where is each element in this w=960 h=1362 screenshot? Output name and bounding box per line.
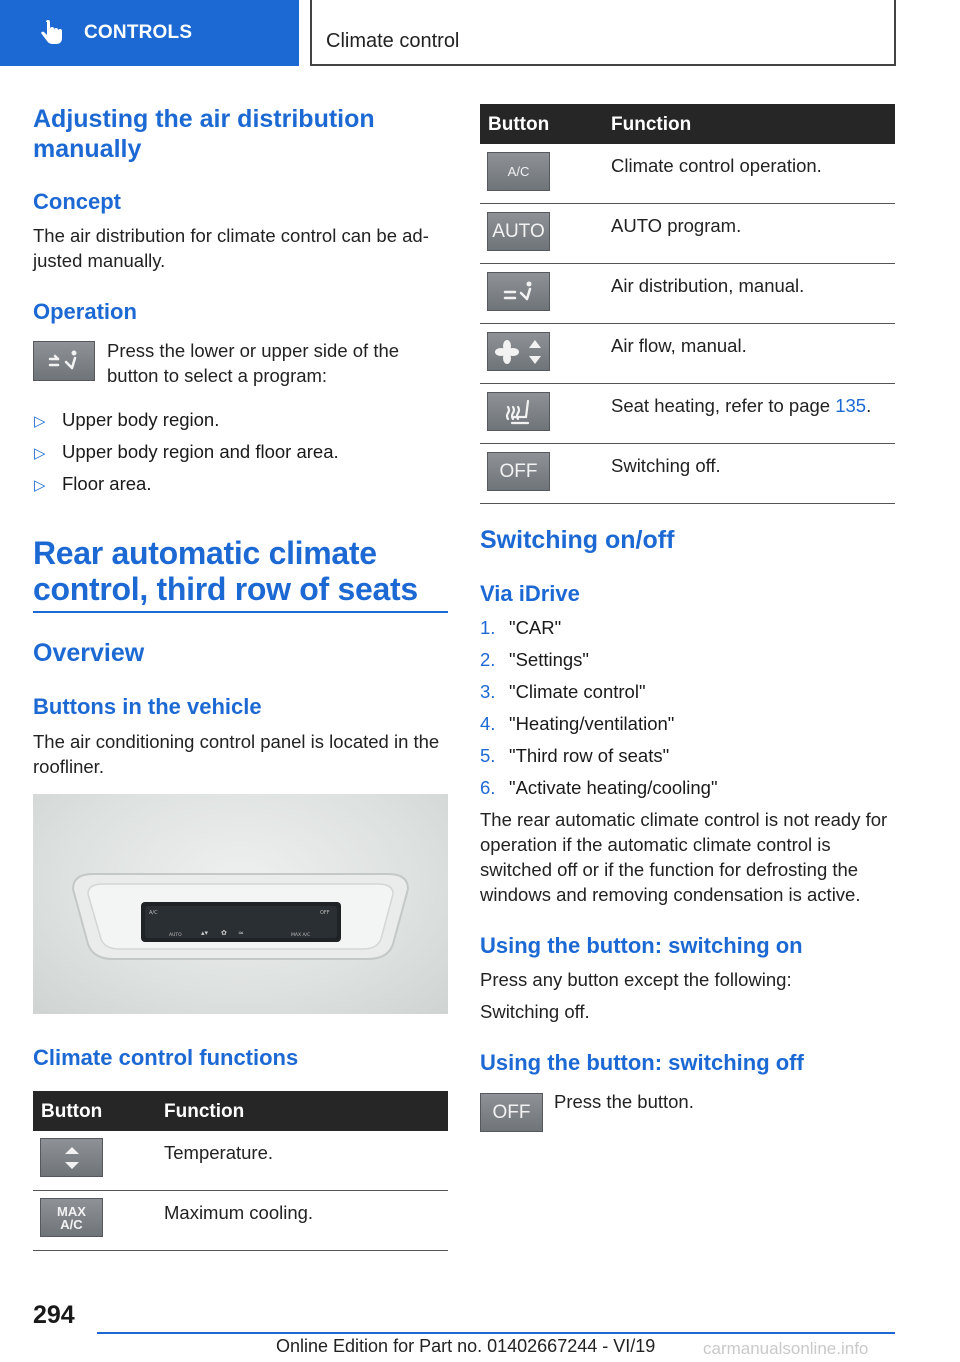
chapter-title: Climate control xyxy=(326,30,460,52)
function-text: AUTO program. xyxy=(611,215,742,236)
seat-heating-button-image xyxy=(487,392,550,431)
table-row xyxy=(480,144,895,204)
list-item: 2. "Settings" xyxy=(480,649,589,670)
table-row xyxy=(33,1131,448,1191)
temperature-icon xyxy=(62,1144,82,1172)
max-ac-icon: MAX A/C xyxy=(57,1203,86,1232)
function-text: Maximum cooling. xyxy=(164,1202,314,1223)
edition-text: Online Edition for Part no. 01402667244 - VI/19 xyxy=(276,1336,656,1356)
chapter-title-box xyxy=(310,0,896,66)
list-item: 4. "Heating/ventilation" xyxy=(480,713,675,734)
control-panel-photo xyxy=(33,794,448,1014)
air-distribution-icon xyxy=(44,348,84,374)
max-ac-button-image xyxy=(40,1198,103,1237)
col-function: Function xyxy=(164,1101,245,1122)
ac-button-image xyxy=(487,152,550,191)
table-row xyxy=(480,324,895,384)
concept-text: The air distribution for climate control can be ad‐justed manually. xyxy=(33,225,429,271)
air-flow-button-image xyxy=(487,332,550,371)
switching-off-text: Press the button. xyxy=(554,1091,694,1112)
svg-text:≈: ≈ xyxy=(238,929,244,937)
not-ready-text: The rear automatic climate control is not ready for operation if the automatic climate control is switched off or if the function for defrosting the windows and removing condensation is active. xyxy=(480,809,888,905)
off-icon: OFF xyxy=(499,460,538,482)
function-text: Air distribution, manual. xyxy=(611,275,805,296)
svg-text:MAX A/C: MAX A/C xyxy=(291,933,311,938)
svg-text:AUTO: AUTO xyxy=(169,933,182,938)
heading-idrive: Via iDrive xyxy=(480,581,580,606)
heading-buttons-in-vehicle: Buttons in the vehicle xyxy=(33,694,262,719)
buttons-text: The air conditioning control panel is located in the roofliner. xyxy=(33,731,440,777)
list-item: 1. "CAR" xyxy=(480,617,562,638)
svg-text:▴▾: ▴▾ xyxy=(201,929,209,937)
col-button: Button xyxy=(41,1101,103,1122)
triangle-bullet-icon: ▷ xyxy=(34,445,46,462)
heading-switching-off: Using the button: switching off xyxy=(480,1050,804,1075)
watermark: carmanualsonline.info xyxy=(703,1339,869,1358)
table-row xyxy=(480,204,895,264)
heading-operation: Operation xyxy=(33,299,137,324)
section-tab[interactable] xyxy=(0,0,299,66)
heading-climate-functions: Climate control functions xyxy=(33,1045,299,1070)
idrive-steps xyxy=(480,616,895,808)
air-flow-icon xyxy=(493,336,545,368)
list-item: 6. "Activate heating/cooling" xyxy=(480,777,718,798)
heading-switching-on: Using the button: switching on xyxy=(480,933,803,958)
table-row xyxy=(33,1191,448,1251)
section-label: CONTROLS xyxy=(84,22,193,43)
hand-pointer-icon xyxy=(38,18,68,48)
list-item: ▷ Upper body region. xyxy=(33,408,443,440)
function-text: Seat heating, refer to page 135. xyxy=(611,395,872,416)
heading-rear-climate: Rear automatic climate control, third row of seats xyxy=(33,535,418,607)
air-distribution-button-image xyxy=(33,341,95,381)
list-item: ▷ Floor area. xyxy=(33,472,443,504)
table-row xyxy=(480,384,895,444)
col-button: Button xyxy=(488,114,550,135)
auto-button-image xyxy=(487,212,550,251)
list-item: ▷ Upper body region and floor area. xyxy=(33,440,443,472)
svg-text:A/C: A/C xyxy=(149,910,158,916)
heading-adjusting: Adjusting the air distribution manually xyxy=(33,105,375,163)
svg-text:✿: ✿ xyxy=(221,929,227,937)
off-button-image xyxy=(487,452,550,491)
function-text: Air flow, manual. xyxy=(611,335,747,356)
program-list xyxy=(33,408,443,504)
function-text: Climate control operation. xyxy=(611,155,822,176)
page-link[interactable]: 135 xyxy=(835,395,867,416)
heading-overview: Overview xyxy=(33,639,145,667)
heading-underline xyxy=(33,611,448,613)
air-distribution-icon xyxy=(499,279,539,305)
roofliner-panel-illustration xyxy=(33,794,448,1014)
seat-heating-icon xyxy=(502,397,536,427)
function-text: Switching off. xyxy=(611,455,721,476)
switching-on-exception: Switching off. xyxy=(480,1001,590,1022)
svg-text:OFF: OFF xyxy=(320,910,330,916)
table-row xyxy=(480,264,895,324)
col-function: Function xyxy=(611,114,692,135)
table-row xyxy=(480,444,895,504)
footer-rule xyxy=(97,1332,895,1334)
heading-concept: Concept xyxy=(33,189,121,214)
triangle-bullet-icon: ▷ xyxy=(34,477,46,494)
left-table-header xyxy=(33,1091,448,1131)
air-distribution-button-image xyxy=(487,272,550,311)
list-item: 5. "Third row of seats" xyxy=(480,745,670,766)
list-item: 3. "Climate control" xyxy=(480,681,646,702)
function-text: Temperature. xyxy=(164,1142,273,1163)
page-number: 294 xyxy=(33,1301,75,1329)
ac-icon: A/C xyxy=(507,164,530,179)
auto-icon: AUTO xyxy=(492,220,545,242)
triangle-bullet-icon: ▷ xyxy=(34,413,46,430)
switching-on-text: Press any button except the following: xyxy=(480,969,792,990)
off-button-image xyxy=(480,1093,543,1132)
operation-text: Press the lower or upper side of the button to select a program: xyxy=(107,340,400,386)
right-table-header xyxy=(480,104,895,144)
temperature-button-image xyxy=(40,1138,103,1177)
off-icon: OFF xyxy=(492,1101,531,1123)
heading-switching: Switching on/off xyxy=(480,526,675,554)
